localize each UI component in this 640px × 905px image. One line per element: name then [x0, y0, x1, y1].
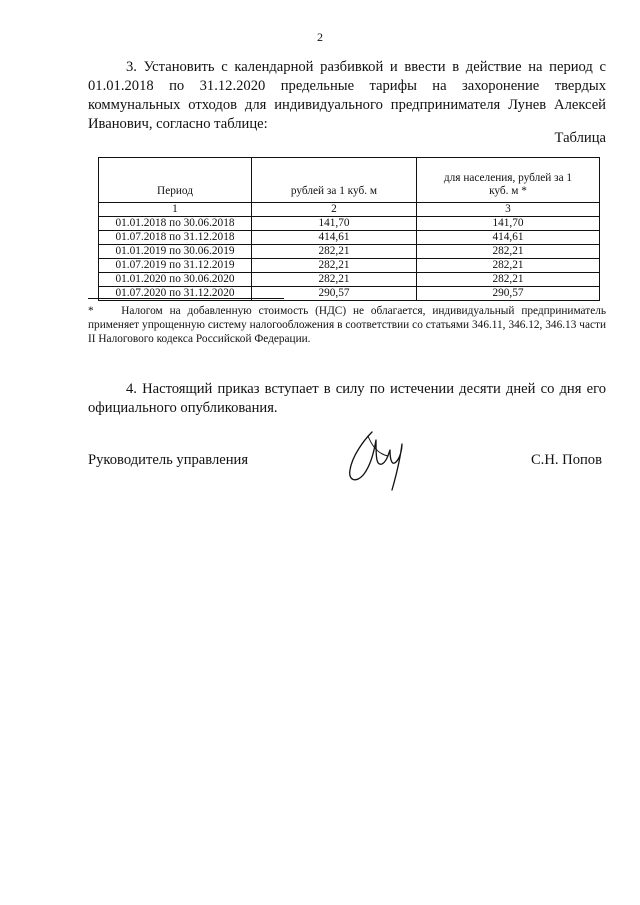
- header-population-text: для населения, рублей за 1 куб. м *: [443, 172, 573, 197]
- cell-tariff-population: 414,61: [417, 231, 600, 245]
- footnote-text: * Налогом на добавленную стоимость (НДС) не облагается, индивидуальный предприниматель применяет упрощенную систему налогообложения в соответствии со статьями 346.11, 346.12, 346.13 части II Налогового кодекса Российской Федерации.: [88, 305, 606, 345]
- column-number-row: [99, 203, 600, 217]
- cell-period: 01.07.2019 по 31.12.2019: [99, 259, 252, 273]
- table-row: [99, 217, 600, 231]
- cell-tariff-population: 141,70: [417, 217, 600, 231]
- signer-name: С.Н. Попов: [530, 452, 602, 468]
- cell-period: 01.01.2020 по 30.06.2020: [99, 273, 252, 287]
- table-row: [99, 231, 600, 245]
- footnote-divider: [88, 298, 284, 299]
- paragraph-3-text: 3. Установить с календарной разбивкой и ввести в действие на период с 01.01.2018 по 31.12.2020 предельные тарифы на захоронение твердых коммунальных отходов для индивидуального предпринимателя Лунев Алексей Иванович, согласно таблице:: [88, 59, 606, 132]
- table-header-row: [99, 158, 600, 203]
- table-row: [99, 245, 600, 259]
- paragraph-3: [88, 58, 606, 134]
- header-period: Период: [99, 158, 252, 203]
- signature-image: [338, 426, 418, 498]
- cell-tariff: 141,70: [252, 217, 417, 231]
- cell-tariff: 290,57: [252, 287, 417, 301]
- table-caption: Таблица: [554, 130, 606, 146]
- table-row: [99, 259, 600, 273]
- column-number: 3: [417, 203, 600, 217]
- paragraph-4: [88, 380, 606, 418]
- header-population: [417, 158, 600, 203]
- page-number: 2: [317, 30, 323, 44]
- header-rub-per-m3: рублей за 1 куб. м: [252, 158, 417, 203]
- tariff-table: [98, 157, 600, 301]
- cell-tariff: 282,21: [252, 259, 417, 273]
- cell-period: 01.07.2018 по 31.12.2018: [99, 231, 252, 245]
- column-number: 2: [252, 203, 417, 217]
- cell-tariff-population: 282,21: [417, 259, 600, 273]
- cell-period: 01.07.2020 по 31.12.2020: [99, 287, 252, 301]
- cell-tariff: 282,21: [252, 245, 417, 259]
- footnote: [88, 304, 606, 346]
- paragraph-4-text: 4. Настоящий приказ вступает в силу по истечении десяти дней со дня его официального опубликования.: [88, 381, 606, 416]
- cell-tariff-population: 290,57: [417, 287, 600, 301]
- cell-period: 01.01.2018 по 30.06.2018: [99, 217, 252, 231]
- column-number: 1: [99, 203, 252, 217]
- table-row: [99, 273, 600, 287]
- cell-tariff: 282,21: [252, 273, 417, 287]
- cell-period: 01.01.2019 по 30.06.2019: [99, 245, 252, 259]
- cell-tariff: 414,61: [252, 231, 417, 245]
- cell-tariff-population: 282,21: [417, 245, 600, 259]
- signer-title: Руководитель управления: [88, 452, 249, 468]
- cell-tariff-population: 282,21: [417, 273, 600, 287]
